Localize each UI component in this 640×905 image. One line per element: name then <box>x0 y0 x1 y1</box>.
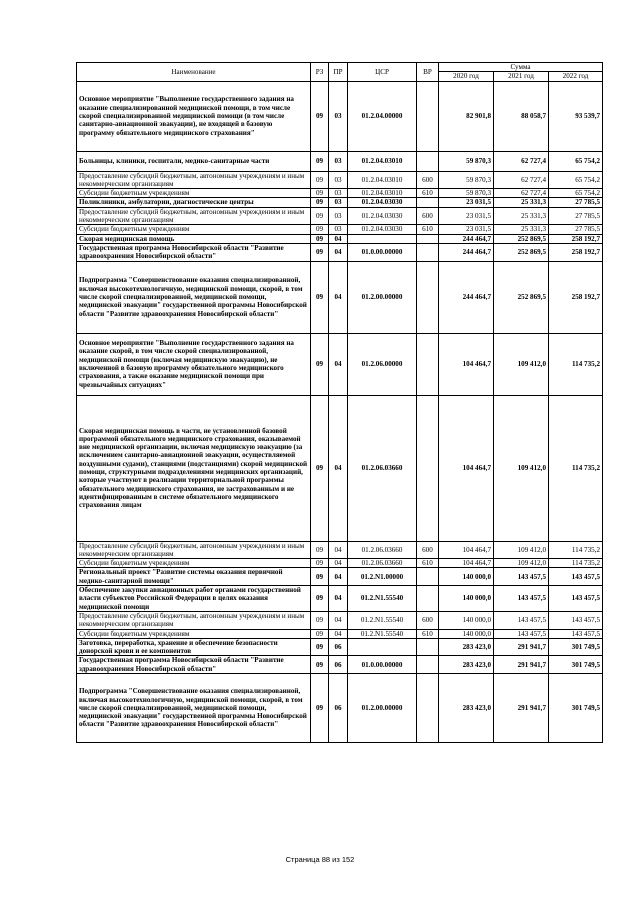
cell-name: Заготовка, переработка, хранение и обеспечение безопасности донорской крови и ее компонентов <box>77 638 311 656</box>
cell-pr: 04 <box>329 395 348 541</box>
table-row <box>77 171 603 189</box>
cell-rz: 09 <box>311 225 329 234</box>
header-2021: 2021 год <box>494 72 549 81</box>
cell-name: Предоставление субсидий бюджетным, автономным учреждениям и иным некоммерческим организациям <box>77 541 311 559</box>
table-row <box>77 207 603 225</box>
cell-rz: 09 <box>311 656 329 674</box>
cell-csr: 01.2.N1.00000 <box>348 568 417 586</box>
cell-pr: 04 <box>329 559 348 568</box>
header-vr: ВР <box>417 63 439 82</box>
cell-csr: 01.2.04.03010 <box>348 151 417 171</box>
cell-2021: 62 727,4 <box>494 151 549 171</box>
cell-rz: 09 <box>311 638 329 656</box>
cell-vr <box>417 151 439 171</box>
cell-2020: 104 464,7 <box>439 541 494 559</box>
cell-2021: 143 457,5 <box>494 568 549 586</box>
cell-pr: 04 <box>329 629 348 638</box>
cell-rz: 09 <box>311 151 329 171</box>
cell-pr: 04 <box>329 611 348 629</box>
cell-2020: 23 031,5 <box>439 198 494 207</box>
cell-pr: 04 <box>329 234 348 243</box>
cell-vr: 610 <box>417 559 439 568</box>
cell-pr: 04 <box>329 261 348 333</box>
table-row <box>77 81 603 151</box>
header-sum: Сумма <box>439 63 603 72</box>
cell-name: Субсидии бюджетным учреждениям <box>77 189 311 198</box>
table-body <box>77 81 603 742</box>
cell-2022: 93 539,7 <box>549 81 603 151</box>
cell-pr: 03 <box>329 151 348 171</box>
cell-name: Больницы, клиники, госпитали, медико-санитарные части <box>77 151 311 171</box>
cell-2020: 104 464,7 <box>439 559 494 568</box>
table-row <box>77 225 603 234</box>
cell-rz: 09 <box>311 81 329 151</box>
cell-csr: 01.0.00.00000 <box>348 656 417 674</box>
table-row <box>77 629 603 638</box>
cell-pr: 03 <box>329 198 348 207</box>
cell-2020: 23 031,5 <box>439 225 494 234</box>
table-row <box>77 541 603 559</box>
cell-2022: 27 785,5 <box>549 207 603 225</box>
cell-2020: 82 901,8 <box>439 81 494 151</box>
cell-csr: 01.2.06.03660 <box>348 395 417 541</box>
cell-2020: 244 464,7 <box>439 261 494 333</box>
cell-name: Предоставление субсидий бюджетным, автономным учреждениям и иным некоммерческим организациям <box>77 207 311 225</box>
cell-2020: 23 031,5 <box>439 207 494 225</box>
cell-2022: 65 754,2 <box>549 171 603 189</box>
header-rz: РЗ <box>311 63 329 82</box>
cell-name: Подпрограмма "Совершенствование оказания специализированной, включая высокотехнологичную, медицинской помощи, скорой, в том числе скорой специализированной, медицинской помощи, медицинской эвакуации" государственной программы Новосибирской области "Развитие здравоохранения Новосибирской области" <box>77 261 311 333</box>
cell-2020: 140 000,0 <box>439 629 494 638</box>
table-row <box>77 261 603 333</box>
cell-2021: 109 412,0 <box>494 559 549 568</box>
cell-2020: 59 870,3 <box>439 189 494 198</box>
cell-2022: 114 735,2 <box>549 333 603 395</box>
cell-rz: 09 <box>311 333 329 395</box>
cell-rz: 09 <box>311 559 329 568</box>
cell-2020: 104 464,7 <box>439 395 494 541</box>
cell-2020: 244 464,7 <box>439 234 494 243</box>
cell-2021: 252 869,5 <box>494 261 549 333</box>
cell-csr: 01.2.N1.55540 <box>348 611 417 629</box>
cell-2022: 114 735,2 <box>549 395 603 541</box>
table-row <box>77 611 603 629</box>
cell-csr: 01.2.06.03660 <box>348 541 417 559</box>
cell-vr <box>417 674 439 743</box>
cell-2021: 25 331,3 <box>494 225 549 234</box>
cell-pr: 03 <box>329 81 348 151</box>
table-row <box>77 568 603 586</box>
header-2020: 2020 год <box>439 72 494 81</box>
cell-pr: 04 <box>329 333 348 395</box>
cell-2022: 114 735,2 <box>549 541 603 559</box>
cell-pr: 06 <box>329 638 348 656</box>
cell-vr: 610 <box>417 189 439 198</box>
cell-csr: 01.2.N1.55540 <box>348 586 417 612</box>
cell-2022: 143 457,5 <box>549 586 603 612</box>
cell-name: Скорая медицинская помощь в части, не установленной базовой программой обязательного медицинского страхования, оказываемой вне медицинской организации, включая медицинскую эвакуацию (за исключением санитарно-авиационной эвакуации, осуществляемой воздушными судами), станциями (подстанциями) скорой медицинской помощи, структурными подразделениями медицинских организаций, которые участвуют в реализации территориальной программы обязательного медицинского страхования, не застрахованным и не идентифицированным в системе обязательного медицинского страхования лицам <box>77 395 311 541</box>
cell-2020: 244 464,7 <box>439 243 494 261</box>
cell-2020: 140 000,0 <box>439 586 494 612</box>
cell-csr: 01.2.N1.55540 <box>348 629 417 638</box>
cell-name: Основное мероприятие "Выполнение государственного задания на оказание скорой, в том числе скорой специализированной, медицинской помощи (включая медицинскую эвакуацию), не включенной в базовую программу обязательного медицинского страхования, а также оказание медицинской помощи при чрезвычайных ситуациях" <box>77 333 311 395</box>
cell-2021: 109 412,0 <box>494 395 549 541</box>
cell-2022: 143 457,5 <box>549 611 603 629</box>
cell-pr: 04 <box>329 568 348 586</box>
cell-name: Основное мероприятие "Выполнение государственного задания на оказание специализированной медицинской помощи, в том числе скорой специализированной медицинской помощи (в том числе санитарно-авиационной эвакуации), не входящей в базовую программу обязательного медицинского страхования" <box>77 81 311 151</box>
cell-vr <box>417 81 439 151</box>
cell-2021: 25 331,3 <box>494 207 549 225</box>
cell-rz: 09 <box>311 261 329 333</box>
cell-pr: 03 <box>329 225 348 234</box>
cell-rz: 09 <box>311 541 329 559</box>
table-row <box>77 395 603 541</box>
cell-2022: 301 749,5 <box>549 656 603 674</box>
cell-csr: 01.2.06.00000 <box>348 333 417 395</box>
cell-2022: 258 192,7 <box>549 243 603 261</box>
cell-csr: 01.2.04.03030 <box>348 198 417 207</box>
cell-vr: 600 <box>417 207 439 225</box>
cell-2022: 143 457,5 <box>549 568 603 586</box>
cell-vr <box>417 395 439 541</box>
cell-2022: 65 754,2 <box>549 189 603 198</box>
cell-2021: 291 941,7 <box>494 638 549 656</box>
cell-name: Подпрограмма "Совершенствование оказания специализированной, включая высокотехнологичную, медицинской помощи, скорой, в том числе скорой специализированной, медицинской помощи, медицинской эвакуации" государственной программы Новосибирской области "Развитие здравоохранения Новосибирской области" <box>77 674 311 743</box>
cell-name: Субсидии бюджетным учреждениям <box>77 559 311 568</box>
cell-2022: 114 735,2 <box>549 559 603 568</box>
cell-vr: 610 <box>417 629 439 638</box>
cell-rz: 09 <box>311 395 329 541</box>
header-pr: ПР <box>329 63 348 82</box>
cell-pr: 03 <box>329 189 348 198</box>
cell-2022: 27 785,5 <box>549 225 603 234</box>
cell-2022: 301 749,5 <box>549 674 603 743</box>
table-row <box>77 189 603 198</box>
cell-2020: 140 000,0 <box>439 611 494 629</box>
table-row <box>77 559 603 568</box>
cell-name: Скорая медицинская помощь <box>77 234 311 243</box>
cell-2021: 252 869,5 <box>494 234 549 243</box>
cell-rz: 09 <box>311 611 329 629</box>
cell-pr: 03 <box>329 207 348 225</box>
cell-csr: 01.2.04.03030 <box>348 207 417 225</box>
cell-pr: 04 <box>329 243 348 261</box>
cell-rz: 09 <box>311 629 329 638</box>
cell-rz: 09 <box>311 243 329 261</box>
header-csr: ЦСР <box>348 63 417 82</box>
cell-vr <box>417 586 439 612</box>
cell-csr <box>348 234 417 243</box>
cell-rz: 09 <box>311 586 329 612</box>
cell-2021: 62 727,4 <box>494 171 549 189</box>
cell-rz: 09 <box>311 171 329 189</box>
cell-csr: 01.2.04.03010 <box>348 189 417 198</box>
cell-2020: 283 423,0 <box>439 638 494 656</box>
cell-2020: 59 870,3 <box>439 151 494 171</box>
cell-pr: 04 <box>329 541 348 559</box>
cell-csr: 01.2.00.00000 <box>348 674 417 743</box>
table-row <box>77 656 603 674</box>
cell-rz: 09 <box>311 189 329 198</box>
cell-name: Государственная программа Новосибирской области "Развитие здравоохранения Новосибирской области" <box>77 656 311 674</box>
cell-2020: 283 423,0 <box>439 674 494 743</box>
cell-name: Субсидии бюджетным учреждениям <box>77 629 311 638</box>
cell-2022: 65 754,2 <box>549 151 603 171</box>
cell-2022: 143 457,5 <box>549 629 603 638</box>
cell-name: Государственная программа Новосибирской области "Развитие здравоохранения Новосибирской области" <box>77 243 311 261</box>
cell-vr: 600 <box>417 611 439 629</box>
page-number: Страница 88 из 152 <box>285 855 355 864</box>
cell-rz: 09 <box>311 207 329 225</box>
cell-2021: 291 941,7 <box>494 656 549 674</box>
cell-name: Региональный проект "Развитие системы оказания первичной медико-санитарной помощи" <box>77 568 311 586</box>
cell-name: Субсидии бюджетным учреждениям <box>77 225 311 234</box>
table-row <box>77 674 603 743</box>
table-row <box>77 234 603 243</box>
cell-name: Поликлиники, амбулатории, диагностические центры <box>77 198 311 207</box>
table-row <box>77 151 603 171</box>
cell-rz: 09 <box>311 674 329 743</box>
cell-name: Предоставление субсидий бюджетным, автономным учреждениям и иным некоммерческим организациям <box>77 611 311 629</box>
cell-csr: 01.2.04.00000 <box>348 81 417 151</box>
cell-pr: 06 <box>329 656 348 674</box>
cell-vr <box>417 656 439 674</box>
cell-vr: 610 <box>417 225 439 234</box>
cell-csr: 01.2.04.03010 <box>348 171 417 189</box>
cell-2022: 258 192,7 <box>549 261 603 333</box>
table-row <box>77 198 603 207</box>
table-row <box>77 638 603 656</box>
cell-2020: 283 423,0 <box>439 656 494 674</box>
cell-2021: 109 412,0 <box>494 541 549 559</box>
cell-pr: 06 <box>329 674 348 743</box>
table-row <box>77 243 603 261</box>
table-row <box>77 333 603 395</box>
cell-vr: 600 <box>417 541 439 559</box>
cell-vr: 600 <box>417 171 439 189</box>
cell-2021: 62 727,4 <box>494 189 549 198</box>
cell-2022: 301 749,5 <box>549 638 603 656</box>
header-2022: 2022 год <box>549 72 603 81</box>
cell-2022: 27 785,5 <box>549 198 603 207</box>
cell-rz: 09 <box>311 198 329 207</box>
cell-pr: 03 <box>329 171 348 189</box>
cell-vr <box>417 234 439 243</box>
cell-rz: 09 <box>311 568 329 586</box>
cell-name: Предоставление субсидий бюджетным, автономным учреждениям и иным некоммерческим организациям <box>77 171 311 189</box>
cell-2021: 88 058,7 <box>494 81 549 151</box>
cell-2020: 140 000,0 <box>439 568 494 586</box>
cell-vr <box>417 198 439 207</box>
cell-rz: 09 <box>311 234 329 243</box>
cell-vr <box>417 243 439 261</box>
cell-2021: 143 457,5 <box>494 611 549 629</box>
cell-2021: 252 869,5 <box>494 243 549 261</box>
cell-pr: 04 <box>329 586 348 612</box>
cell-2020: 104 464,7 <box>439 333 494 395</box>
cell-name: Обеспечение закупки авиационных работ органами государственной власти субъектов Российской Федерации в целях оказания медицинской помощи <box>77 586 311 612</box>
cell-vr <box>417 568 439 586</box>
cell-2021: 291 941,7 <box>494 674 549 743</box>
table-row <box>77 586 603 612</box>
cell-vr <box>417 261 439 333</box>
cell-csr: 01.2.06.03660 <box>348 559 417 568</box>
cell-csr: 01.0.00.00000 <box>348 243 417 261</box>
budget-table <box>76 62 603 743</box>
cell-vr <box>417 638 439 656</box>
cell-2021: 143 457,5 <box>494 586 549 612</box>
cell-2021: 143 457,5 <box>494 629 549 638</box>
cell-2020: 59 870,3 <box>439 171 494 189</box>
cell-2022: 258 192,7 <box>549 234 603 243</box>
cell-csr <box>348 638 417 656</box>
table-header <box>77 63 603 82</box>
cell-2021: 25 331,3 <box>494 198 549 207</box>
cell-csr: 01.2.04.03030 <box>348 225 417 234</box>
cell-2021: 109 412,0 <box>494 333 549 395</box>
cell-vr <box>417 333 439 395</box>
header-name: Наименование <box>77 63 311 82</box>
cell-csr: 01.2.00.00000 <box>348 261 417 333</box>
